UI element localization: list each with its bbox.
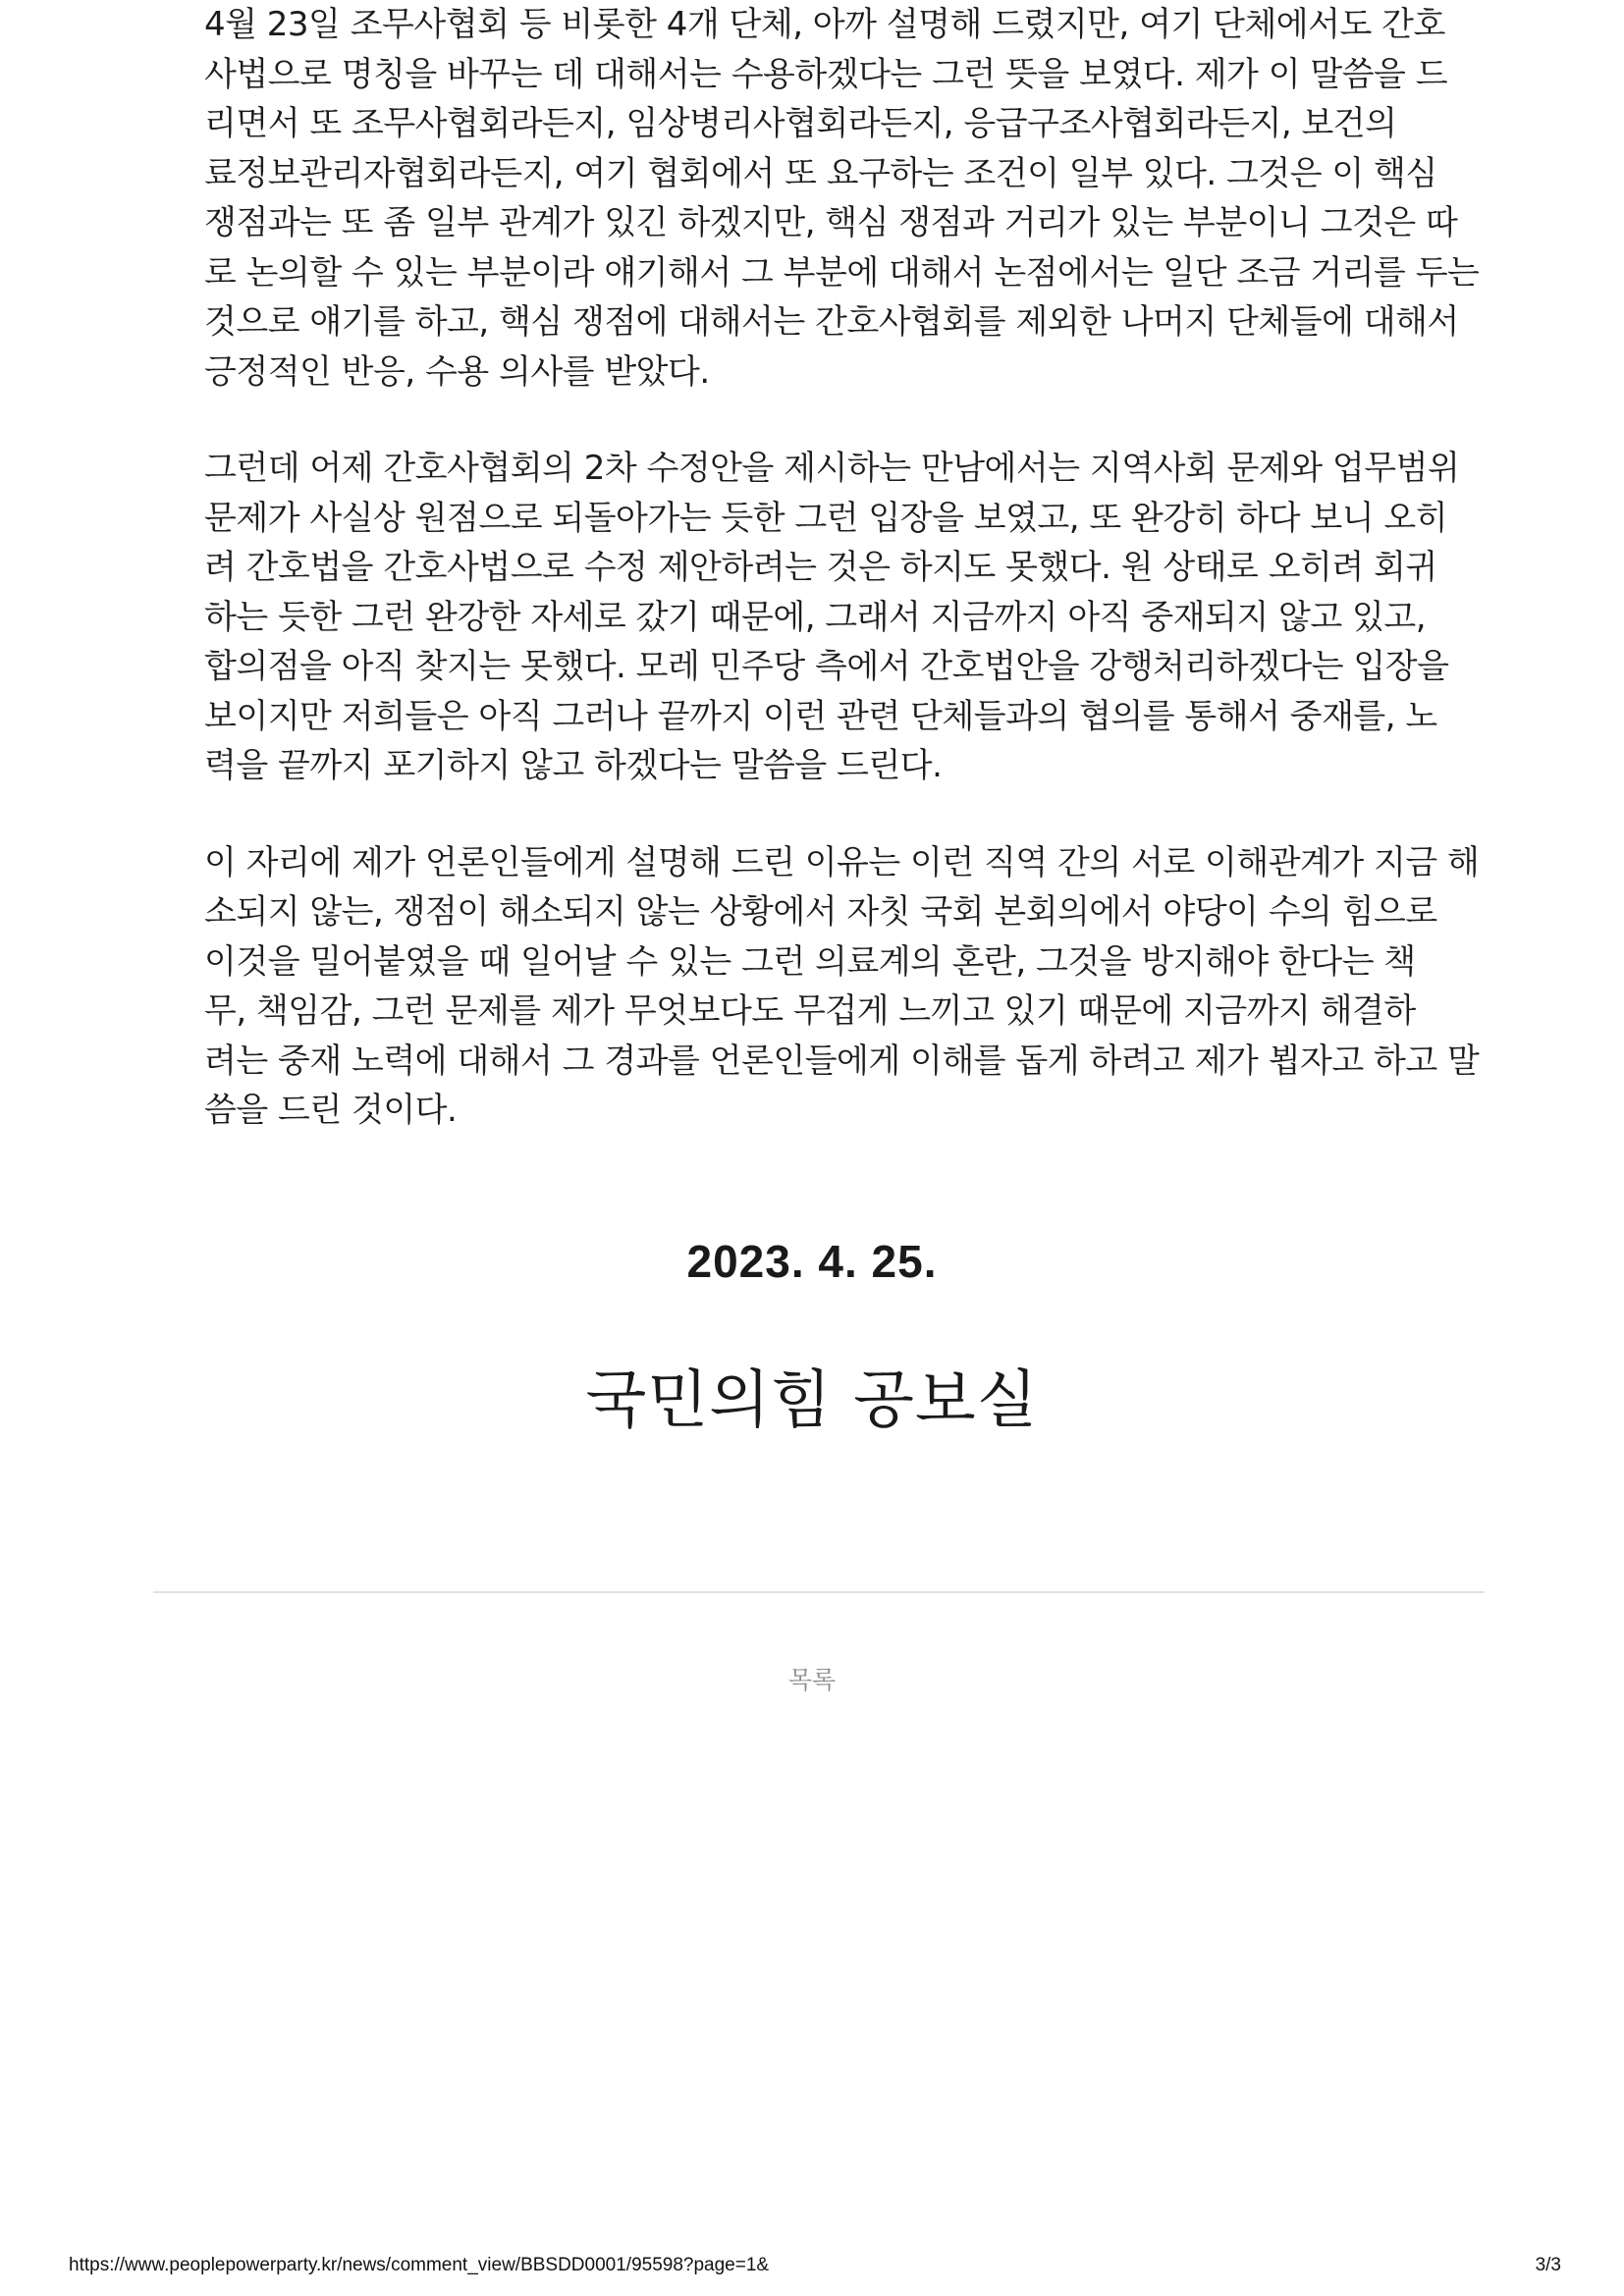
footer-url: https://www.peoplepowerparty.kr/news/comment_view/BBSDD0001/95598?page=1& <box>69 2255 770 2275</box>
text-line: 이 자리에 제가 언론인들에게 설명해 드린 이유는 이런 직역 간의 서로 이해관계가 지금 해 <box>204 842 1480 882</box>
paragraph-3 <box>204 838 1480 1136</box>
text-line: 긍정적인 반응, 수용 의사를 받았다. <box>204 351 710 392</box>
organization-name: 국민의힘 공보실 <box>585 1364 1039 1437</box>
text-line: 리면서 또 조무사협회라든지, 임상병리사협회라든지, 응급구조사협회라든지, 보건의 <box>204 104 1397 143</box>
text-line: 려 간호법을 간호사법으로 수정 제안하려는 것은 하지도 못했다. 원 상태로 오히려 회귀 <box>204 548 1437 587</box>
text-line: 쟁점과는 또 좀 일부 관계가 있긴 하겠지만, 핵심 쟁점과 거리가 있는 부분이니 그것은 따 <box>204 203 1458 242</box>
paragraph-2 <box>204 444 1460 791</box>
text-line: 4월 23일 조무사협회 등 비롯한 4개 단체, 아까 설명해 드렸지만, 여기 단체에서도 간호 <box>204 5 1445 44</box>
release-date: 2023. 4. 25. <box>686 1236 938 1287</box>
article-body <box>204 0 1480 1136</box>
text-line: 보이지만 저희들은 아직 그러나 끝까지 이런 관련 단체들과의 협의를 통해서 중재를, 노 <box>204 696 1437 736</box>
paragraph-1 <box>204 0 1480 397</box>
list-button[interactable]: 목록 <box>787 1666 837 1694</box>
text-line: 이것을 밀어붙였을 때 일어날 수 있는 그런 의료계의 혼란, 그것을 방지해야 한다는 책 <box>204 941 1416 982</box>
text-line: 하는 듯한 그런 완강한 자세로 갔기 때문에, 그래서 지금까지 아직 중재되지 않고 있고, <box>204 597 1426 637</box>
text-line: 문제가 사실상 원점으로 되돌아가는 듯한 그런 입장을 보였고, 또 완강히 하다 보니 오히 <box>204 498 1448 538</box>
text-line: 것으로 얘기를 하고, 핵심 쟁점에 대해서는 간호사협회를 제외한 나머지 단체들에 대해서 <box>204 302 1459 342</box>
text-line: 력을 끝까지 포기하지 않고 하겠다는 말씀을 드린다. <box>204 746 943 785</box>
text-line: 무, 책임감, 그런 문제를 제가 무엇보다도 무겁게 느끼고 있기 때문에 지금까지 해결하 <box>204 991 1416 1031</box>
page-number: 3/3 <box>1535 2255 1561 2275</box>
text-line: 씀을 드린 것이다. <box>204 1091 458 1130</box>
divider <box>153 1591 1485 1593</box>
text-line: 합의점을 아직 찾지는 못했다. 모레 민주당 측에서 간호법안을 강행처리하겠다는 입장을 <box>204 647 1449 686</box>
text-line: 소되지 않는, 쟁점이 해소되지 않는 상황에서 자칫 국회 본회의에서 야당이 수의 힘으로 <box>204 892 1437 932</box>
text-line: 려는 중재 노력에 대해서 그 경과를 언론인들에게 이해를 돕게 하려고 제가 뵙자고 하고 말 <box>204 1041 1480 1081</box>
text-line: 사법으로 명칭을 바꾸는 데 대해서는 수용하겠다는 그런 뜻을 보였다. 제가 이 말씀을 드 <box>204 54 1448 94</box>
text-line: 그런데 어제 간호사협회의 2차 수정안을 제시하는 만남에서는 지역사회 문제와 업무범위 <box>204 449 1460 488</box>
text-line: 료정보관리자협회라든지, 여기 협회에서 또 요구하는 조건이 일부 있다. 그것은 이 핵심 <box>204 153 1437 193</box>
text-line: 로 논의할 수 있는 부분이라 얘기해서 그 부분에 대해서 논점에서는 일단 조금 거리를 두는 <box>204 252 1480 293</box>
